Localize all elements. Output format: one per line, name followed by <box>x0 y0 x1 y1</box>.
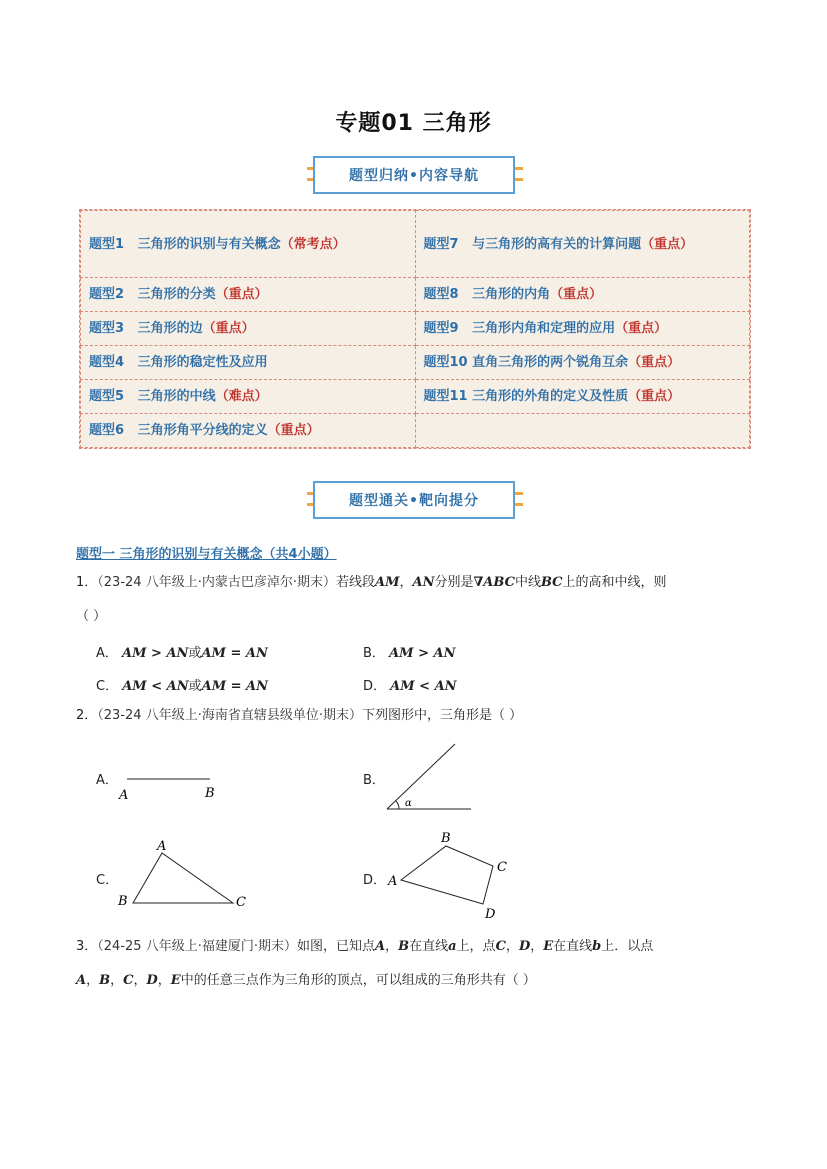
q1-option-a[interactable]: A． AM > AN或AM = AN <box>96 646 268 661</box>
practice-banner <box>313 481 515 519</box>
toc-item[interactable]: 题型6 三角形角平分线的定义（重点） <box>81 414 416 448</box>
toc-item[interactable]: 题型10 直角三角形的两个锐角互余（重点） <box>415 346 750 380</box>
figure-d-label-b: B <box>441 831 451 846</box>
toc-item[interactable]: 题型7 与三角形的高有关的计算问题（重点） <box>415 211 750 278</box>
figure-d-label-c: C <box>497 860 507 875</box>
page-title: 专题01 三角形 <box>335 111 492 136</box>
toc-table <box>79 209 751 449</box>
toc-item[interactable]: 题型1 三角形的识别与有关概念（常考点） <box>81 211 416 278</box>
figure-a-segment <box>115 765 225 805</box>
q1-option-c[interactable]: C． AM < AN或AM = AN <box>96 679 269 694</box>
question-1: 1．（23-24 八年级上·内蒙古巴彦淖尔·期末）若线段AM，AN分别是∇ABC中线BC上的高和中线，则 （ ） <box>76 575 667 624</box>
figure-d-label-d: D <box>485 907 496 921</box>
figure-b-angle <box>383 740 483 815</box>
toc-item[interactable]: 题型8 三角形的内角（重点） <box>415 278 750 312</box>
figure-c-label-a: A <box>157 839 167 854</box>
question-2: 2．（23-24 八年级上·海南省直辖县级单位·期末）下列图形中，三角形是（ ） <box>76 708 523 723</box>
toc-item[interactable]: 题型11 三角形的外角的定义及性质（重点） <box>415 380 750 414</box>
figure-d-quadrilateral <box>383 826 518 921</box>
question-3: 3．（24-25 八年级上·福建厦门·期末）如图，已知点A，B在直线a上，点C，D，E在直线b上．以点 A，B，C，D，E中的任意三点作为三角形的顶点，可以组成的三角形共有（ ） <box>76 939 654 988</box>
q2-option-a[interactable]: A． <box>96 773 118 788</box>
toc-item[interactable]: 题型3 三角形的边（重点） <box>81 312 416 346</box>
q2-option-c[interactable]: C． <box>96 873 119 888</box>
toc-item[interactable]: 题型4 三角形的稳定性及应用 <box>81 346 416 380</box>
figure-a-label-b: B <box>205 786 215 801</box>
figure-d-label-a: A <box>388 874 398 889</box>
toc-banner <box>313 156 515 194</box>
section-heading: 题型一 三角形的识别与有关概念（共4小题） <box>76 547 337 562</box>
q2-option-d[interactable]: D． <box>363 873 387 888</box>
q1-option-d[interactable]: D． AM < AN <box>363 679 457 694</box>
toc-banner-text: 题型归纳•内容导航 <box>349 168 479 184</box>
figure-c-triangle <box>113 838 258 913</box>
toc-item[interactable]: 题型5 三角形的中线（难点） <box>81 380 416 414</box>
q2-option-b[interactable]: B． <box>363 773 385 788</box>
figure-c-label-b: B <box>118 894 128 909</box>
q1-option-b[interactable]: B． AM > AN <box>363 646 456 661</box>
toc-item[interactable]: 题型2 三角形的分类（重点） <box>81 278 416 312</box>
figure-b-angle-label: α <box>405 798 412 809</box>
toc-item[interactable]: 题型9 三角形内角和定理的应用（重点） <box>415 312 750 346</box>
figure-c-label-c: C <box>236 895 246 910</box>
toc-empty-cell <box>415 414 750 448</box>
practice-banner-text: 题型通关•靶向提分 <box>349 493 479 509</box>
figure-a-label-a: A <box>119 788 129 803</box>
